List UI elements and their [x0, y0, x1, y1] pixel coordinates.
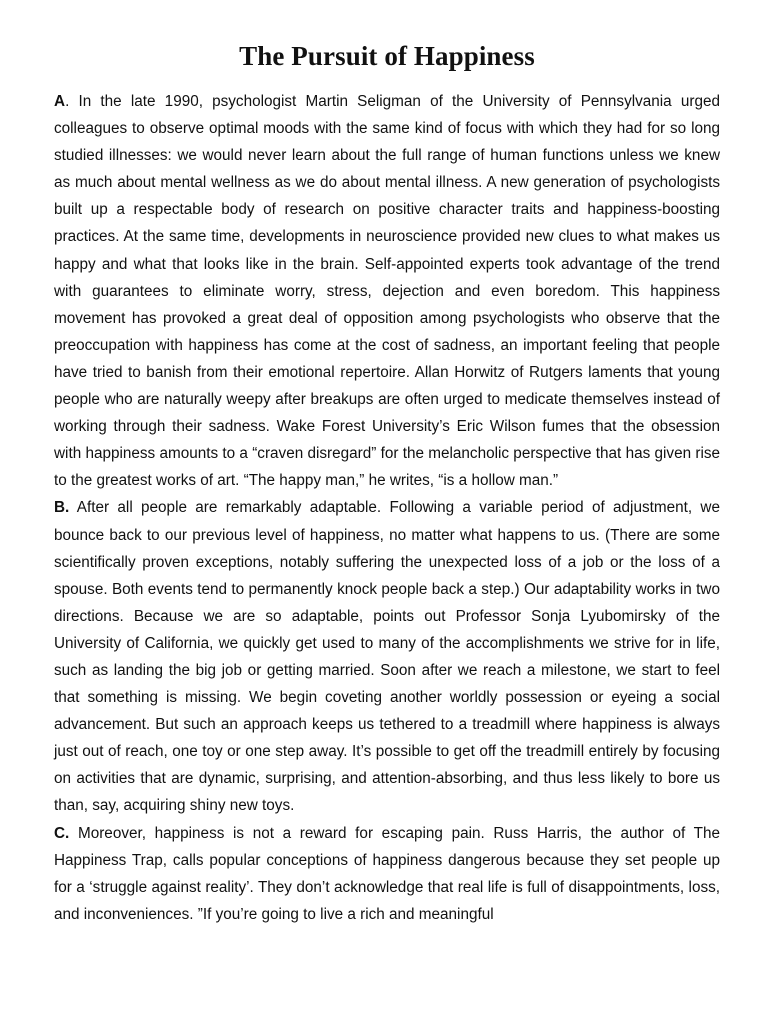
document-page	[54, 38, 720, 928]
paragraph-marker: A	[54, 93, 66, 110]
document-title: The Pursuit of Happiness	[239, 41, 535, 71]
paragraph-text: Moreover, happiness is not a reward for escaping pain. Russ Harris, the author of The Happiness Trap, calls popular conceptions of happiness dangerous because they set people up for a ‘struggle against reality’. They don’t acknowledge that real life is full of disappointments, loss, and inconveniences. ”If you’re going to live a rich and meaningful	[54, 824, 720, 923]
paragraph-marker: C.	[54, 824, 70, 842]
paragraph-text: After all people are remarkably adaptable. Following a variable period of adjustment, we bounce back to our previous level of happiness, no matter what happens to us. (There are some scientifically proven exceptions, notably suffering the unexpected loss of a job or the loss of a spouse. Both events tend to permanently knock people back a step.) Our adaptability works in two directions. Because we are so adaptable, points out Professor Sonja Lyubomirsky of the University of California, we quickly get used to many of the accomplishments we strive for in life, such as landing the big job or getting married. Soon after we reach a milestone, we start to feel that something is missing. We begin coveting another worldly possession or eyeing a social advancement. But such an approach keeps us tethered to a treadmill where happiness is always just out of reach, one toy or one step away. It’s possible to get off the treadmill entirely by focusing on activities that are dynamic, surprising, and attention-absorbing, and thus less likely to bore us than, say, acquiring shiny new toys.	[54, 499, 720, 815]
paragraph-marker-suffix: .	[65, 93, 70, 110]
paragraph-c	[54, 820, 720, 928]
paragraph-marker: B.	[54, 499, 70, 517]
paragraph-b	[54, 494, 720, 819]
paragraph-text: In the late 1990, psychologist Martin Seligman of the University of Pennsylvania urged colleagues to observe optimal moods with the same kind of focus with which they had for so long studied illnesses: we would never learn about the full range of human functions unless we knew as much about mental wellness as we do about mental illness. A new generation of psychologists built up a respectable body of research on positive character traits and happiness-boosting practices. At the same time, developments in neuroscience provided new clues to what makes us happy and what that looks like in the brain. Self-appointed experts took advantage of the trend with guarantees to eliminate worry, stress, dejection and even boredom. This happiness movement has provoked a great deal of opposition among psychologists who observe that the preoccupation with happiness has come at the cost of sadness, an important feeling that people have tried to banish from their emotional repertoire. Allan Horwitz of Rutgers laments that young people who are naturally weepy after breakups are often urged to medicate themselves instead of working through their sadness. Wake Forest University’s Eric Wilson fumes that the obsession with happiness amounts to a “craven disregard” for the melancholic perspective that has given rise to the greatest works of art. “The happy man,” he writes, “is a hollow man.”	[54, 93, 720, 490]
paragraph-a	[54, 88, 720, 494]
